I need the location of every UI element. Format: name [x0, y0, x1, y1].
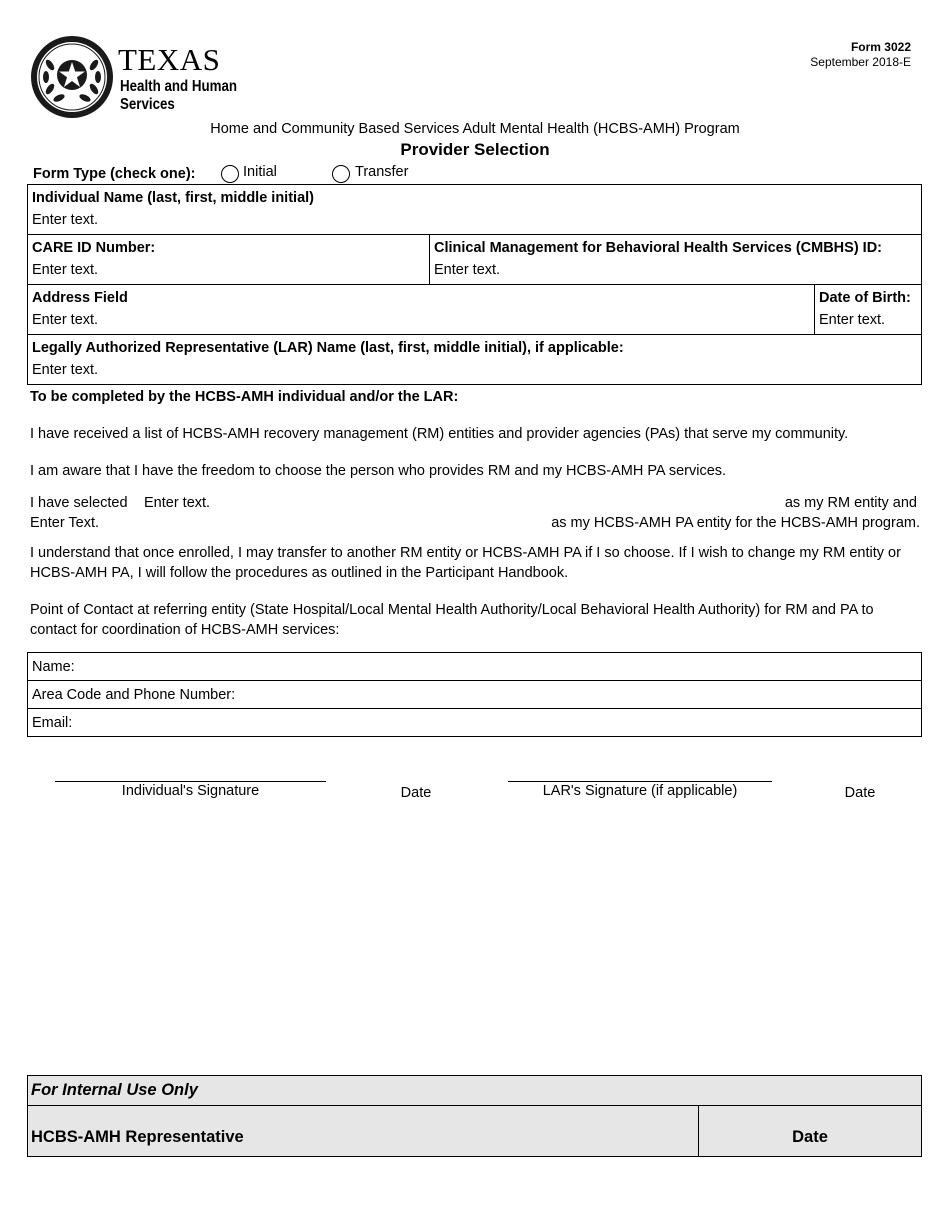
hcbs-representative-field[interactable]: HCBS-AMH Representative [28, 1106, 699, 1157]
cmbhs-id-field[interactable]: Enter text. [434, 262, 501, 278]
logo-title: TEXAS [118, 42, 221, 77]
internal-use-table [27, 1075, 922, 1157]
care-id-cell [28, 235, 430, 285]
received-list-statement: I have received a list of HCBS-AMH recovery management (RM) entities and provider agencies (PAs) that serve my community. [30, 426, 849, 442]
individual-signature-label: Individual's Signature [121, 783, 260, 799]
individual-name-cell [28, 185, 922, 235]
address-field[interactable]: Enter text. [32, 312, 99, 328]
individual-name-label: Individual Name (last, first, middle initial) [32, 190, 314, 206]
form-number: Form 3022 [850, 40, 911, 54]
contact-name-field[interactable]: Name: [28, 653, 922, 681]
selected-rm-field[interactable]: Enter text. [144, 495, 211, 511]
cmbhs-id-label: Clinical Management for Behavioral Health Services (CMBHS) ID: [434, 240, 882, 256]
care-id-field[interactable]: Enter text. [32, 262, 99, 278]
freedom-statement: I am aware that I have the freedom to choose the person who provides RM and my HCBS-AMH PA services. [30, 463, 727, 479]
initial-radio-label: Initial [243, 164, 277, 180]
internal-use-heading: For Internal Use Only [28, 1076, 922, 1106]
contact-intro: Point of Contact at referring entity (State Hospital/Local Mental Health Authority/Local Behavioral Health Authority) for RM and PA to contact for coordination of HCBS-AMH services: [30, 602, 874, 638]
section-heading: To be completed by the HCBS-AMH individual and/or the LAR: [30, 389, 459, 405]
cmbhs-id-cell [430, 235, 922, 285]
lar-signature-label: LAR's Signature (if applicable) [542, 783, 738, 799]
lar-signature-line[interactable] [508, 781, 772, 782]
lar-name-cell [28, 335, 922, 385]
selected-rm-suffix: as my RM entity and [784, 495, 917, 511]
contact-phone-field[interactable]: Area Code and Phone Number: [28, 681, 922, 709]
transfer-statement: I understand that once enrolled, I may transfer to another RM entity or HCBS-AMH PA if I so choose. If I wish to change my RM entity or HCBS-AMH PA, I will follow the procedures as outlined in the Participant Handbook. [30, 545, 901, 581]
internal-date-field[interactable]: Date [699, 1106, 922, 1157]
identity-table [27, 184, 922, 385]
form-type-label: Form Type (check one): [33, 166, 196, 182]
individual-signature-line[interactable] [55, 781, 326, 782]
transfer-radio[interactable] [332, 165, 350, 183]
individual-name-field[interactable]: Enter text. [32, 212, 99, 228]
contact-email-field[interactable]: Email: [28, 709, 922, 737]
transfer-radio-label: Transfer [355, 164, 409, 180]
texas-seal-logo [30, 35, 114, 119]
dob-label: Date of Birth: [819, 290, 911, 306]
logo-subtitle [120, 78, 237, 114]
dob-cell [815, 285, 922, 335]
lar-name-field[interactable]: Enter text. [32, 362, 99, 378]
program-name: Home and Community Based Services Adult Mental Health (HCBS-AMH) Program [210, 121, 740, 137]
form-date: September 2018-E [810, 55, 911, 69]
care-id-label: CARE ID Number: [32, 240, 156, 256]
selected-pa-suffix: as my HCBS-AMH PA entity for the HCBS-AMH program. [551, 515, 920, 531]
address-label: Address Field [32, 290, 128, 306]
selected-prefix: I have selected [30, 495, 128, 511]
initial-radio[interactable] [221, 165, 239, 183]
lar-date-label: Date [844, 785, 876, 801]
logo-subtitle-line1: Health and Human [120, 78, 238, 95]
dob-field[interactable]: Enter text. [819, 312, 886, 328]
address-cell [28, 285, 815, 335]
lar-name-label: Legally Authorized Representative (LAR) Name (last, first, middle initial), if applicable: [32, 340, 624, 356]
contact-table [27, 652, 922, 737]
page-title: Provider Selection [400, 140, 550, 159]
individual-date-label: Date [400, 785, 432, 801]
selected-pa-field[interactable]: Enter Text. [30, 515, 100, 531]
logo-subtitle-line2: Services [120, 96, 175, 113]
